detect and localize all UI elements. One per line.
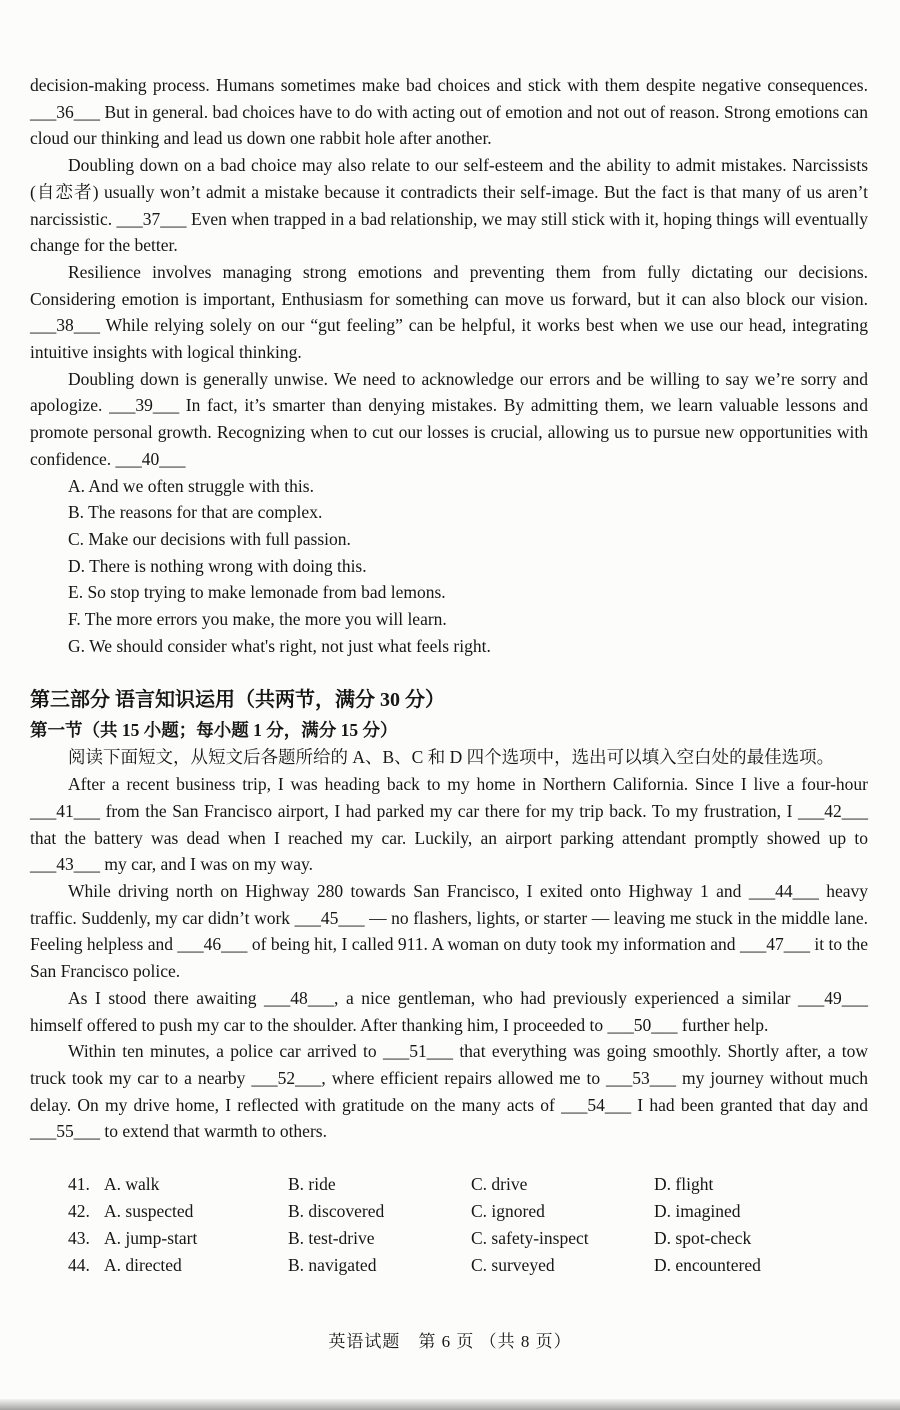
mc-option-a: A. jump-start	[104, 1228, 198, 1249]
passage-paragraph: Doubling down on a bad choice may also relate to our self-esteem and the ability to admit mistakes. Narcissists (自恋者) usually won’t admit a mistake because it contradicts their self-image. But the fact is that many of us aren’t narcissistic. ___37___ Even when trapped in a bad relationship, we may still stick with it, hoping things will eventually change for the better.	[30, 155, 868, 256]
mc-option-b: B. test-drive	[288, 1228, 375, 1249]
cloze-paragraph: Within ten minutes, a police car arrived to ___51___ that everything was going smoothly. Shortly after, a tow truck took my car to a nearby ___52___, where efficient repairs allowed me to ___53___ my journey without much delay. On my drive home, I reflected with gratitude on the many acts of ___54___ I had been granted that day and ___55___ to extend that warmth to others.	[30, 1041, 868, 1142]
mc-question-number: 41.	[68, 1174, 90, 1195]
mc-option-c: C. ignored	[471, 1201, 545, 1222]
gap-option: C. Make our decisions with full passion.	[68, 528, 351, 549]
mc-option-d: D. imagined	[654, 1201, 741, 1222]
cloze-paragraph: While driving north on Highway 280 towards San Francisco, I exited onto Highway 1 and ___44___ heavy traffic. Suddenly, my car didn’t work ___45___ — no flashers, lights, or starter — leaving me stuck in the middle lane. Feeling helpless and ___46___ of being hit, I called 911. A woman on duty took my information and ___47___ it to the San Francisco police.	[30, 880, 868, 982]
mc-option-b: B. navigated	[288, 1255, 377, 1276]
mc-option-b: B. ride	[288, 1174, 336, 1195]
gap-option: A. And we often struggle with this.	[68, 475, 314, 496]
scan-edge-artifact	[0, 1399, 900, 1410]
mc-row	[68, 1252, 868, 1279]
mc-option-a: A. walk	[104, 1174, 160, 1195]
cloze-paragraph: After a recent business trip, I was heading back to my home in Northern California. Since I live a four-hour ___41___ from the San Francisco airport, I had parked my car there for my trip back. To my frustration, I ___42___ that the battery was dead when I reached my car. Luckily, an airport parking attendant promptly showed up to ___43___ my car, and I was on my way.	[30, 774, 868, 875]
mc-option-a: A. suspected	[104, 1201, 194, 1222]
section-one-subtitle: 第一节（共 15 小题；每小题 1 分，满分 15 分）	[30, 720, 398, 741]
cloze-instruction: 阅读下面短文，从短文后各题所给的 A、B、C 和 D 四个选项中，选出可以填入空白处的最佳选项。	[68, 747, 835, 768]
mc-option-c: C. drive	[471, 1174, 528, 1195]
mc-row	[68, 1171, 868, 1198]
mc-row	[68, 1198, 868, 1225]
passage-paragraph: decision-making process. Humans sometimes make bad choices and stick with them despite negative consequences. ___36___ But in general. bad choices have to do with acting out of emotion and not out of reason. Strong emotions can cloud our thinking and lead us down one rabbit hole after another.	[30, 75, 868, 149]
gap-option: E. So stop trying to make lemonade from bad lemons.	[68, 582, 446, 603]
gap-option: B. The reasons for that are complex.	[68, 502, 323, 523]
gap-fill-options	[30, 473, 868, 660]
gap-option: G. We should consider what's right, not just what feels right.	[68, 635, 491, 656]
cloze-paragraph: As I stood there awaiting ___48___, a nice gentleman, who had previously experienced a similar ___49___ himself offered to push my car to the shoulder. After thanking him, I proceeded to ___50___ further help.	[30, 987, 868, 1035]
mc-option-d: D. flight	[654, 1174, 714, 1195]
mc-options-table	[68, 1171, 868, 1279]
mc-option-d: D. encountered	[654, 1255, 761, 1276]
mc-option-a: A. directed	[104, 1255, 182, 1276]
mc-option-b: B. discovered	[288, 1201, 385, 1222]
page-footer: 英语试题 第 6 页 （共 8 页）	[328, 1332, 572, 1351]
mc-question-number: 44.	[68, 1255, 90, 1276]
mc-option-c: C. surveyed	[471, 1255, 555, 1276]
gap-option: D. There is nothing wrong with doing this.	[68, 555, 367, 576]
mc-question-number: 43.	[68, 1228, 90, 1249]
section-three-title: 第三部分 语言知识运用（共两节，满分 30 分）	[30, 689, 445, 712]
mc-option-d: D. spot-check	[654, 1228, 752, 1249]
mc-option-c: C. safety-inspect	[471, 1228, 589, 1249]
passage-paragraph: Resilience involves managing strong emotions and preventing them from fully dictating our decisions. Considering emotion is important, Enthusiasm for something can move us forward, but it can also block our vision. ___38___ While relying solely on our “gut feeling” can be helpful, it works best when we use our head, integrating intuitive insights with logical thinking.	[30, 261, 868, 363]
mc-row	[68, 1225, 868, 1252]
mc-question-number: 42.	[68, 1201, 90, 1222]
gap-option: F. The more errors you make, the more you will learn.	[68, 609, 447, 630]
passage-paragraph: Doubling down is generally unwise. We need to acknowledge our errors and be willing to say we’re sorry and apologize. ___39___ In fact, it’s smarter than denying mistakes. By admitting them, we learn valuable lessons and promote personal growth. Recognizing when to cut our losses is crucial, allowing us to pursue new opportunities with confidence. ___40___	[30, 368, 868, 469]
